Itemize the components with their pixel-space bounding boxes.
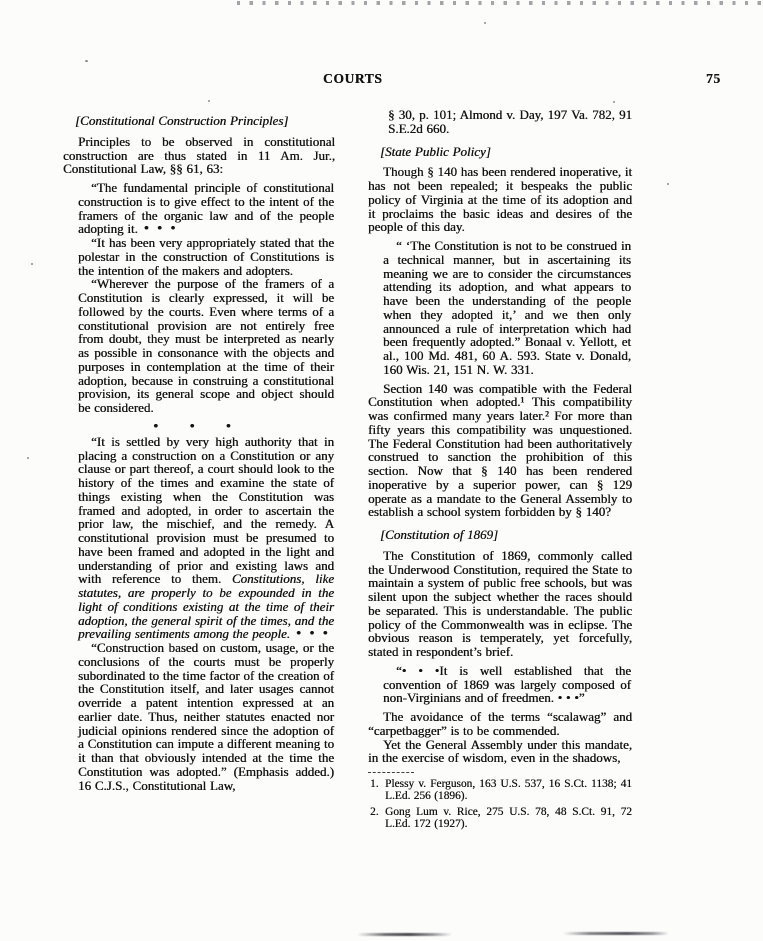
paragraph: The Constitution of 1869, commonly called the Underwood Constitution, required the State to maintain a system of public free schools, but was silent upon the subject whether the races should be separated. This is understandable. The public policy of the Commonwealth was in eclipse. The obvious reason is temperately, yet forcefully, stated in respondent’s brief. (368, 547, 632, 659)
text-columns (63, 108, 632, 834)
section-heading-state-public-policy: [State Public Policy] (380, 143, 491, 159)
scan-speck (27, 457, 29, 459)
citation-continuation: § 30, p. 101; Almond v. Day, 197 Va. 782, 91 S.E.2d 660. (388, 107, 632, 136)
section-heading-constitutional-construction-principles: [Constitutional Construction Principles] (75, 113, 289, 128)
quote-text: “It is settled by very high authority that in placing a construction on a Constitution or any clause or part thereof, a court should look to the history of the times and examine the state of things existing when the Constitution was framed and adopted, in order to ascertain the prior law, the mischief, and the remedy. A constitutional provision must be presumed to have been framed and adopted in the light and understanding of prior and existing laws and with reference to them. (78, 433, 334, 587)
block-quote: “It has been very appropriately stated that the polestar in the construction of Constitutions is the intention of the makers and adopters. (78, 235, 334, 278)
scan-speck (85, 60, 88, 62)
footnote-number: 1. (370, 778, 379, 790)
right-column (368, 108, 632, 834)
scan-speck (613, 101, 615, 103)
footnote (368, 806, 632, 831)
footnote-number: 2. (370, 805, 379, 818)
section-heading-constitution-of-1869: [Constitution of 1869] (380, 527, 499, 542)
block-quote: “Wherever the purpose of the framers of a Constitution is clearly expressed, it will be followed by the courts. Even where terms of a constitutional provision are not entirely free from doubt, they must be interpreted as nearly as possible in consonance with the objects and purposes in contemplation at the time of their adoption, because in construing a constitutional provision, its general scope and object should be considered. (78, 276, 334, 415)
left-column (63, 108, 335, 834)
footnote-text: Plessy v. Ferguson, 163 U.S. 537, 16 S.Ct. 1138; 41 L.Ed. 256 (1896). (385, 778, 632, 803)
paragraph: Principles to be observed in constitutional construction are thus stated in 11 Am. Jur., Constitutional Law, §§ 61, 63: (63, 133, 335, 177)
block-quote: “• • •It is well established that the convention of 1869 was largely composed of non-Virginians and of freedmen. • • •” (383, 662, 631, 706)
asterisk-separator: • • • (153, 417, 245, 433)
asterisk-dots: • • • (290, 624, 330, 640)
top-perforation-dots (237, 1, 763, 5)
scan-speck (208, 100, 210, 102)
quote-text-italic: Constitutions, like statutes, are properly to be expounded in the light of conditions existing at the time of their adoption, the general spirit of the times, and the prevailing sentiments among the people. (78, 571, 334, 642)
page-number: 75 (706, 71, 721, 86)
paragraph: The avoidance of the terms “scalawag” and “carpetbagger” is to be commended. (368, 709, 632, 738)
asterisk-dots: • • • (137, 219, 178, 235)
scan-speck (484, 22, 486, 24)
block-quote: “Construction based on custom, usage, or the conclusions of the courts must be properly subordinated to the time factor of the creation of the Constitution itself, and later usages cannot override a patent intention expressed at an earlier date. Thus, neither statutes enacted nor judicial opinions rendered since the adoption of a Constitution can impute a different meaning to it than that obviously intended at the time the Constitution was adopted.” (Emphasis added.) 16 C.J.S., Constitutional Law, (78, 640, 334, 793)
running-head (0, 71, 763, 87)
block-quote (78, 181, 334, 236)
paragraph: Section 140 was compatible with the Federal Constitution when adopted.¹ This compatibility was confirmed many years later.² For more than fifty years this compatibility was unquestioned. The Federal Constitution had been authoritatively construed to sanction the prohibition of this section. Now that § 140 has been rendered inoperative by a superior power, can § 129 operate as a mandate to the General Assembly to establish a school system forbidden by § 140? (368, 380, 632, 520)
scan-smudge (563, 932, 669, 935)
block-quote: “ ‘The Constitution is not to be construed in a technical manner, but in ascertaining its meaning we are to consider the circumstances attending its adoption, and what appears to have been the understanding of the people when they adopted it,’ and we then only announced a rule of interpretation which had been frequently adopted.” Bonaal v. Yellott, et al., 100 Md. 481, 60 A. 593. State v. Donald, 160 Wis. 21, 151 N. W. 331. (383, 238, 631, 377)
page-title: COURTS (323, 71, 383, 86)
block-quote (78, 435, 334, 641)
footnote-separator (368, 772, 414, 773)
paragraph: Yet the General Assembly under this mandate, in the exercise of wisdom, even in the shadows, (368, 736, 632, 766)
footnote-text: Gong Lum v. Rice, 275 U.S. 78, 48 S.Ct. 91, 72 L.Ed. 172 (1927). (385, 805, 632, 831)
footnote (368, 778, 632, 803)
quote-text: “The fundamental principle of constitutional construction is to give effect to the intent of the framers of the organic law and of the people adopting it. (78, 180, 334, 237)
paragraph: Though § 140 has been rendered inoperative, it has not been repealed; it bespeaks the public policy of Virginia at the time of its adoption and it proclaims the basic ideas and desires of the people of this day. (368, 164, 632, 235)
scan-smudge (357, 933, 452, 936)
footnotes (368, 778, 632, 831)
scan-speck (667, 183, 669, 185)
scan-speck (31, 263, 33, 265)
